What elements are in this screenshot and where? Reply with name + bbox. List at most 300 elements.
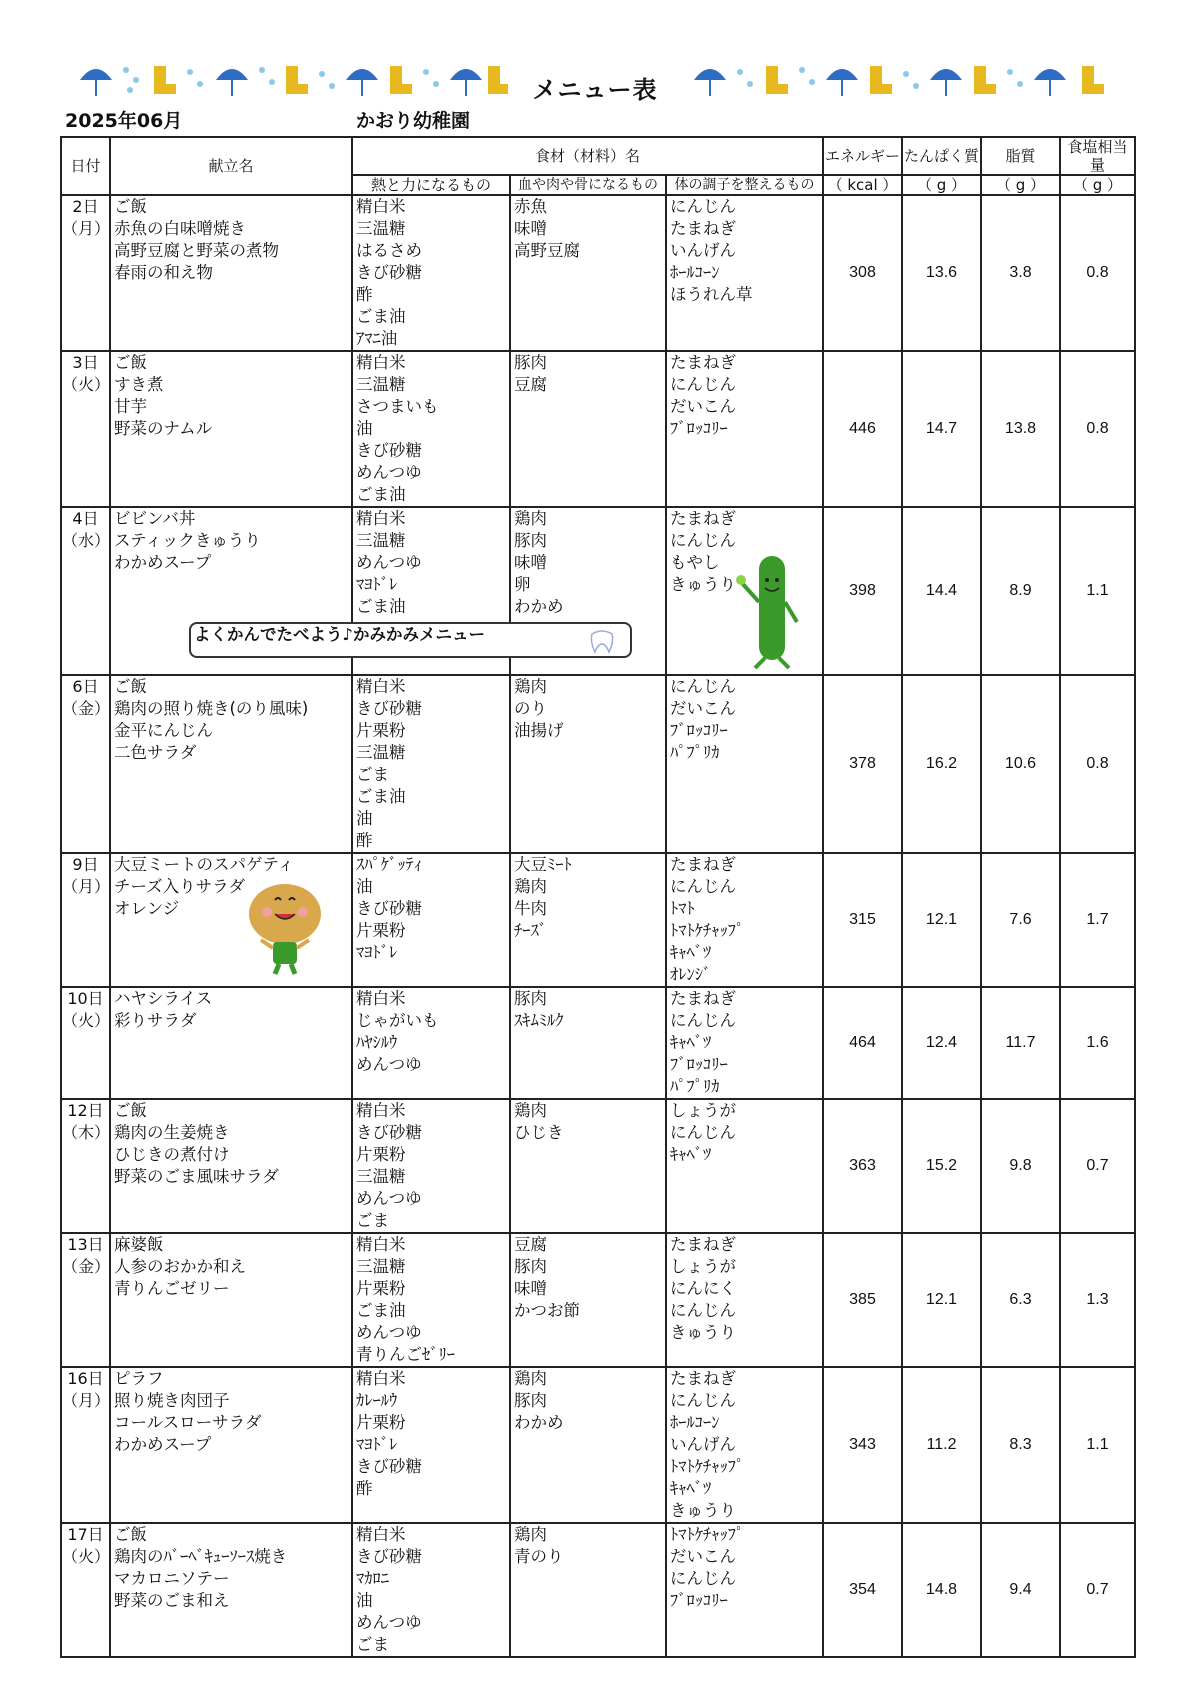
body-ingredients-cell-item: たまねぎ <box>670 353 736 372</box>
heat-ingredients-cell-item: めんつゆ <box>356 1055 422 1074</box>
blood-ingredients-cell-item: 豆腐 <box>514 375 547 394</box>
header-protein-unit: （ g ） <box>902 175 981 195</box>
blood-ingredients-cell-item: 青のり <box>514 1547 564 1566</box>
body-ingredients-cell-item: にんじん <box>670 877 736 896</box>
heat-ingredients-cell-item: ごま油 <box>356 787 406 806</box>
date-cell <box>61 1099 110 1233</box>
menu-cell <box>110 987 352 1099</box>
body-ingredients-cell-item: いんげん <box>670 1435 736 1454</box>
blood-ingredients-cell <box>510 1523 666 1657</box>
body-ingredients-cell-item: にんじん <box>670 1391 736 1410</box>
menu-cell-item: ご飯 <box>114 1525 147 1544</box>
heat-ingredients-cell-item: 精白米 <box>356 677 406 696</box>
heat-ingredients-cell <box>352 1367 510 1523</box>
body-ingredients-cell-item: にんじん <box>670 197 736 216</box>
blood-ingredients-cell-item: 鶏肉 <box>514 677 547 696</box>
day-number: 2日 <box>72 197 99 216</box>
body-ingredients-cell <box>666 507 823 675</box>
body-ingredients-cell <box>666 853 823 987</box>
menu-cell-item: ご飯 <box>114 1101 147 1120</box>
heat-ingredients-cell-item: 酢 <box>356 1479 373 1498</box>
heat-ingredients-cell-item: 片栗粉 <box>356 721 406 740</box>
heat-ingredients-cell-item: めんつゆ <box>356 463 422 482</box>
heat-ingredients-cell-item: きび砂糖 <box>356 899 422 918</box>
heat-ingredients-cell-item: ごま <box>356 765 389 784</box>
body-ingredients-cell-item: たまねぎ <box>670 989 736 1008</box>
menu-cell <box>110 1099 352 1233</box>
heat-ingredients-cell-item: きび砂糖 <box>356 1547 422 1566</box>
day-number: 9日 <box>72 855 99 874</box>
body-ingredients-cell-item: だいこん <box>670 397 736 416</box>
body-ingredients-cell-item: ｵﾚﾝｼﾞ <box>670 965 712 984</box>
body-ingredients-cell-item: ｷｬﾍﾞﾂ <box>670 1033 712 1052</box>
blood-ingredients-cell-item: 大豆ﾐｰﾄ <box>514 855 572 874</box>
fat-value: 11.7 <box>981 987 1060 1099</box>
day-number: 10日 <box>67 989 104 1008</box>
menu-cell <box>110 1367 352 1523</box>
page-title: メニュー表 <box>532 76 658 104</box>
body-ingredients-cell-item: ﾊﾟﾌﾟﾘｶ <box>670 1077 720 1096</box>
heat-ingredients-cell-item: ごま <box>356 1211 389 1230</box>
menu-cell-item: マカロニソテー <box>114 1569 230 1588</box>
heat-ingredients-cell-item: はるさめ <box>356 241 422 260</box>
heat-ingredients-cell-item: 油 <box>356 809 373 828</box>
table-row <box>61 1099 1135 1233</box>
heat-ingredients-cell <box>352 853 510 987</box>
day-number: 16日 <box>67 1369 104 1388</box>
menu-table <box>60 136 1136 1658</box>
energy-value: 446 <box>823 351 902 507</box>
heat-ingredients-cell-item: ﾊﾔｼﾙｳ <box>356 1033 398 1052</box>
cucumber-character-icon <box>733 552 813 670</box>
heat-ingredients-cell <box>352 987 510 1099</box>
header-energy: エネルギー <box>823 137 902 175</box>
blood-ingredients-cell <box>510 1233 666 1367</box>
body-ingredients-cell-item: にんじん <box>670 1569 736 1588</box>
header-heat: 熱と力になるもの <box>352 175 510 195</box>
date-cell <box>61 675 110 853</box>
menu-cell-item: 大豆ミートのスパゲティ <box>114 855 295 874</box>
table-row <box>61 675 1135 853</box>
rain-decoration-left <box>70 58 510 102</box>
blood-ingredients-cell <box>510 987 666 1099</box>
heat-ingredients-cell-item: きび砂糖 <box>356 441 422 460</box>
date-cell <box>61 1367 110 1523</box>
heat-ingredients-cell-item: さつまいも <box>356 397 439 416</box>
blood-ingredients-cell <box>510 1099 666 1233</box>
protein-value: 14.4 <box>902 507 981 675</box>
menu-cell-item: ピラフ <box>114 1369 164 1388</box>
onion-character-icon <box>245 884 325 976</box>
energy-value: 385 <box>823 1233 902 1367</box>
heat-ingredients-cell-item: めんつゆ <box>356 553 422 572</box>
menu-cell-item: 照り焼き肉団子 <box>114 1391 230 1410</box>
salt-value: 1.1 <box>1060 1367 1135 1523</box>
body-ingredients-cell <box>666 987 823 1099</box>
salt-value: 1.3 <box>1060 1233 1135 1367</box>
blood-ingredients-cell-item: わかめ <box>514 1413 564 1432</box>
heat-ingredients-cell-item: 精白米 <box>356 1525 406 1544</box>
table-row <box>61 507 1135 675</box>
body-ingredients-cell-item: ﾎｰﾙｺｰﾝ <box>670 1413 720 1432</box>
menu-cell-item: 鶏肉の生姜焼き <box>114 1123 230 1142</box>
blood-ingredients-cell <box>510 507 666 675</box>
heat-ingredients-cell-item: 三温糖 <box>356 1257 406 1276</box>
heat-ingredients-cell <box>352 1233 510 1367</box>
heat-ingredients-cell-item: 三温糖 <box>356 219 406 238</box>
table-row <box>61 987 1135 1099</box>
body-ingredients-cell-item: にんじん <box>670 1011 736 1030</box>
salt-value: 1.6 <box>1060 987 1135 1099</box>
heat-ingredients-cell-item: ﾏﾖﾄﾞﾚ <box>356 575 398 594</box>
blood-ingredients-cell-item: 味噌 <box>514 219 547 238</box>
menu-cell-item: 甘芋 <box>114 397 147 416</box>
menu-cell <box>110 195 352 351</box>
heat-ingredients-cell-item: きび砂糖 <box>356 1457 422 1476</box>
heat-ingredients-cell-item: 三温糖 <box>356 1167 406 1186</box>
day-number: 13日 <box>67 1235 104 1254</box>
heat-ingredients-cell-item: ごま <box>356 1635 389 1654</box>
body-ingredients-cell-item: ﾄﾏﾄｹﾁｬｯﾌﾟ <box>670 1457 745 1476</box>
weekday: （月） <box>62 1391 111 1410</box>
protein-value: 12.1 <box>902 853 981 987</box>
body-ingredients-cell <box>666 1523 823 1657</box>
body-ingredients-cell-item: にんじん <box>670 1123 736 1142</box>
menu-cell <box>110 675 352 853</box>
rain-decoration-right <box>690 58 1120 102</box>
body-ingredients-cell-item: ｷｬﾍﾞﾂ <box>670 943 712 962</box>
date-cell <box>61 507 110 675</box>
body-ingredients-cell-item: だいこん <box>670 699 736 718</box>
body-ingredients-cell-item: たまねぎ <box>670 855 736 874</box>
menu-cell-item: 金平にんじん <box>114 721 213 740</box>
table-row <box>61 853 1135 987</box>
heat-ingredients-cell-item: 精白米 <box>356 1101 406 1120</box>
body-ingredients-cell-item: きゅうり <box>670 1501 736 1520</box>
heat-ingredients-cell-item: めんつゆ <box>356 1189 422 1208</box>
heat-ingredients-cell-item: ごま油 <box>356 1301 406 1320</box>
date-cell <box>61 1523 110 1657</box>
header-protein: たんぱく質 <box>902 137 981 175</box>
heat-ingredients-cell <box>352 507 510 675</box>
blood-ingredients-cell <box>510 1367 666 1523</box>
salt-value: 0.7 <box>1060 1523 1135 1657</box>
heat-ingredients-cell-item: 三温糖 <box>356 743 406 762</box>
blood-ingredients-cell-item: ひじき <box>514 1123 564 1142</box>
heat-ingredients-cell-item: 片栗粉 <box>356 1413 406 1432</box>
table-row <box>61 1367 1135 1523</box>
body-ingredients-cell-item: にんじん <box>670 677 736 696</box>
fat-value: 6.3 <box>981 1233 1060 1367</box>
blood-ingredients-cell <box>510 675 666 853</box>
body-ingredients-cell-item: きゅうり <box>670 1323 736 1342</box>
fat-value: 7.6 <box>981 853 1060 987</box>
heat-ingredients-cell-item: 精白米 <box>356 1235 406 1254</box>
body-ingredients-cell-item: もやし <box>670 553 720 572</box>
menu-cell-item: 鶏肉のﾊﾞｰﾍﾞｷｭｰｿｰｽ焼き <box>114 1547 288 1566</box>
heat-ingredients-cell-item: ごま油 <box>356 597 406 616</box>
menu-cell-item: ビビンバ丼 <box>114 509 196 528</box>
heat-ingredients-cell-item: ごま油 <box>356 485 406 504</box>
fat-value: 8.9 <box>981 507 1060 675</box>
body-ingredients-cell-item: ほうれん草 <box>670 285 753 304</box>
body-ingredients-cell-item: ﾎｰﾙｺｰﾝ <box>670 263 720 282</box>
salt-value: 0.7 <box>1060 1099 1135 1233</box>
body-ingredients-cell-item: ﾄﾏﾄｹﾁｬｯﾌﾟ <box>670 921 745 940</box>
blood-ingredients-cell-item: のり <box>514 699 547 718</box>
heat-ingredients-cell-item: 精白米 <box>356 989 406 1008</box>
body-ingredients-cell <box>666 1367 823 1523</box>
heat-ingredients-cell-item: ｱﾏﾆ油 <box>356 329 398 348</box>
heat-ingredients-cell-item: ｽﾊﾟｹﾞｯﾃｨ <box>356 855 422 874</box>
blood-ingredients-cell-item: 赤魚 <box>514 197 547 216</box>
heat-ingredients-cell-item: ｶﾚｰﾙｳ <box>356 1391 398 1410</box>
energy-value: 464 <box>823 987 902 1099</box>
day-number: 6日 <box>72 677 99 696</box>
blood-ingredients-cell-item: 高野豆腐 <box>514 241 580 260</box>
protein-value: 12.4 <box>902 987 981 1099</box>
energy-value: 315 <box>823 853 902 987</box>
blood-ingredients-cell <box>510 351 666 507</box>
day-number: 17日 <box>67 1525 104 1544</box>
body-ingredients-cell-item: ｷｬﾍﾞﾂ <box>670 1479 712 1498</box>
date-cell <box>61 987 110 1099</box>
menu-cell-item: 二色サラダ <box>114 743 197 762</box>
protein-value: 11.2 <box>902 1367 981 1523</box>
table-row <box>61 1523 1135 1657</box>
heat-ingredients-cell-item: きび砂糖 <box>356 263 422 282</box>
body-ingredients-cell <box>666 1099 823 1233</box>
menu-cell-item: オレンジ <box>114 899 180 918</box>
heat-ingredients-cell <box>352 1099 510 1233</box>
fat-value: 3.8 <box>981 195 1060 351</box>
blood-ingredients-cell-item: 鶏肉 <box>514 509 547 528</box>
umbrella-boot-pattern-icon <box>80 66 508 96</box>
table-row <box>61 1233 1135 1367</box>
heat-ingredients-cell-item: 片栗粉 <box>356 921 406 940</box>
salt-value: 0.8 <box>1060 351 1135 507</box>
day-number: 12日 <box>67 1101 104 1120</box>
weekday: （月） <box>62 877 111 896</box>
fat-value: 10.6 <box>981 675 1060 853</box>
heat-ingredients-cell-item: 青りんごｾﾞﾘｰ <box>356 1345 455 1364</box>
body-ingredients-cell-item: たまねぎ <box>670 219 736 238</box>
heat-ingredients-cell-item: じゃがいも <box>356 1011 439 1030</box>
weekday: （火） <box>62 375 111 394</box>
body-ingredients-cell-item: にんにく <box>670 1279 736 1298</box>
protein-value: 16.2 <box>902 675 981 853</box>
salt-value: 0.8 <box>1060 195 1135 351</box>
menu-cell-item: 麻婆飯 <box>114 1235 164 1254</box>
body-ingredients-cell-item: ﾊﾟﾌﾟﾘｶ <box>670 743 720 762</box>
body-ingredients-cell-item: たまねぎ <box>670 1369 736 1388</box>
body-ingredients-cell-item: たまねぎ <box>670 1235 736 1254</box>
heat-ingredients-cell <box>352 195 510 351</box>
body-ingredients-cell-item: にんじん <box>670 1301 736 1320</box>
heat-ingredients-cell-item: 酢 <box>356 831 373 850</box>
body-ingredients-cell-item: しょうが <box>670 1257 736 1276</box>
heat-ingredients-cell-item: めんつゆ <box>356 1613 422 1632</box>
menu-cell-item: チーズ入りサラダ <box>114 877 246 896</box>
heat-ingredients-cell-item: 精白米 <box>356 509 406 528</box>
heat-ingredients-cell-item: 油 <box>356 877 373 896</box>
table-row <box>61 195 1135 351</box>
body-ingredients-cell-item: いんげん <box>670 241 736 260</box>
protein-value: 13.6 <box>902 195 981 351</box>
heat-ingredients-cell-item: きび砂糖 <box>356 699 422 718</box>
protein-value: 15.2 <box>902 1099 981 1233</box>
heat-ingredients-cell-item: めんつゆ <box>356 1323 422 1342</box>
body-ingredients-cell <box>666 1233 823 1367</box>
heat-ingredients-cell-item: 片栗粉 <box>356 1145 406 1164</box>
weekday: （水） <box>62 531 111 550</box>
menu-cell-item: わかめスープ <box>114 1435 212 1454</box>
salt-value: 1.1 <box>1060 507 1135 675</box>
body-ingredients-cell-item: たまねぎ <box>670 509 736 528</box>
body-ingredients-cell <box>666 351 823 507</box>
menu-cell-item: 彩りサラダ <box>114 1011 197 1030</box>
energy-value: 363 <box>823 1099 902 1233</box>
salt-value: 1.7 <box>1060 853 1135 987</box>
heat-ingredients-cell-item: 三温糖 <box>356 531 406 550</box>
menu-cell-item: 赤魚の白味噌焼き <box>114 219 246 238</box>
blood-ingredients-cell-item: 油揚げ <box>514 721 564 740</box>
body-ingredients-cell-item: ﾌﾞﾛｯｺﾘｰ <box>670 1591 728 1610</box>
blood-ingredients-cell-item: 豆腐 <box>514 1235 547 1254</box>
body-ingredients-cell <box>666 195 823 351</box>
table-row <box>61 351 1135 507</box>
header-salt: 食塩相当量 <box>1060 137 1135 175</box>
header-ingredients: 食材（材料）名 <box>352 137 823 175</box>
heat-ingredients-cell-item: ﾏﾖﾄﾞﾚ <box>356 943 398 962</box>
header-energy-unit: （ kcal ） <box>823 175 902 195</box>
energy-value: 308 <box>823 195 902 351</box>
heat-ingredients-cell-item: 油 <box>356 419 373 438</box>
day-number: 3日 <box>72 353 99 372</box>
weekday: （木） <box>62 1123 111 1142</box>
menu-cell-item: スティックきゅうり <box>114 531 261 550</box>
body-ingredients-cell-item: きゅうり <box>670 575 736 594</box>
weekday: （金） <box>62 1257 111 1276</box>
banner-text: よくかんでたべよう♪かみかみメニュー <box>194 625 486 644</box>
blood-ingredients-cell-item: 鶏肉 <box>514 1101 547 1120</box>
blood-ingredients-cell-item: 牛肉 <box>514 899 547 918</box>
body-ingredients-cell-item: ﾌﾞﾛｯｺﾘｰ <box>670 1055 728 1074</box>
blood-ingredients-cell-item: 味噌 <box>514 1279 547 1298</box>
menu-cell-item: ご飯 <box>114 353 147 372</box>
body-ingredients-cell-item: ﾌﾞﾛｯｺﾘｰ <box>670 721 728 740</box>
protein-value: 14.7 <box>902 351 981 507</box>
heat-ingredients-cell-item: 酢 <box>356 285 373 304</box>
blood-ingredients-cell <box>510 195 666 351</box>
blood-ingredients-cell-item: 味噌 <box>514 553 547 572</box>
year-month: 2025年06月 <box>65 110 183 132</box>
blood-ingredients-cell-item: 豚肉 <box>514 989 547 1008</box>
body-ingredients-cell <box>666 675 823 853</box>
menu-cell <box>110 351 352 507</box>
menu-cell-item: ひじきの煮付け <box>114 1145 230 1164</box>
heat-ingredients-cell-item: 精白米 <box>356 197 406 216</box>
weekday: （金） <box>62 699 111 718</box>
heat-ingredients-cell-item: きび砂糖 <box>356 1123 422 1142</box>
menu-cell <box>110 853 352 987</box>
heat-ingredients-cell-item: ごま油 <box>356 307 406 326</box>
header-blood: 血や肉や骨になるもの <box>510 175 666 195</box>
fat-value: 9.4 <box>981 1523 1060 1657</box>
day-number: 4日 <box>72 509 99 528</box>
menu-cell-item: 青りんごゼリー <box>114 1279 230 1298</box>
school-name: かおり幼稚園 <box>356 110 471 132</box>
energy-value: 398 <box>823 507 902 675</box>
header-date: 日付 <box>61 137 110 195</box>
header-body: 体の調子を整えるもの <box>666 175 823 195</box>
heat-ingredients-cell <box>352 351 510 507</box>
weekday: （月） <box>62 219 111 238</box>
body-ingredients-cell-item: にんじん <box>670 531 736 550</box>
fat-value: 8.3 <box>981 1367 1060 1523</box>
blood-ingredients-cell-item: 鶏肉 <box>514 1369 547 1388</box>
body-ingredients-cell-item: だいこん <box>670 1547 736 1566</box>
blood-ingredients-cell-item: ﾁｰｽﾞ <box>514 921 547 940</box>
blood-ingredients-cell-item: かつお節 <box>514 1301 580 1320</box>
blood-ingredients-cell-item: 卵 <box>514 575 531 594</box>
menu-cell-item: すき煮 <box>114 375 164 394</box>
energy-value: 354 <box>823 1523 902 1657</box>
umbrella-boot-pattern-icon <box>694 66 1104 96</box>
heat-ingredients-cell-item: 精白米 <box>356 353 406 372</box>
menu-cell <box>110 1523 352 1657</box>
menu-cell-item: コールスローサラダ <box>114 1413 262 1432</box>
blood-ingredients-cell-item: わかめ <box>514 597 564 616</box>
blood-ingredients-cell-item: 豚肉 <box>514 531 547 550</box>
blood-ingredients-cell-item: 豚肉 <box>514 1391 547 1410</box>
weekday: （火） <box>62 1011 111 1030</box>
blood-ingredients-cell <box>510 853 666 987</box>
body-ingredients-cell-item: にんじん <box>670 375 736 394</box>
menu-cell-item: 野菜のごま和え <box>114 1591 230 1610</box>
header-salt-unit: （ g ） <box>1060 175 1135 195</box>
fat-value: 9.8 <box>981 1099 1060 1233</box>
header-menu: 献立名 <box>110 137 352 195</box>
date-cell <box>61 1233 110 1367</box>
salt-value: 0.8 <box>1060 675 1135 853</box>
blood-ingredients-cell-item: 豚肉 <box>514 353 547 372</box>
menu-cell <box>110 1233 352 1367</box>
menu-cell-item: ご飯 <box>114 677 147 696</box>
menu-cell-item: 鶏肉の照り焼き(のり風味) <box>114 699 309 718</box>
heat-ingredients-cell-item: 精白米 <box>356 1369 406 1388</box>
fat-value: 13.8 <box>981 351 1060 507</box>
body-ingredients-cell-item: ﾌﾞﾛｯｺﾘｰ <box>670 419 728 438</box>
protein-value: 12.1 <box>902 1233 981 1367</box>
menu-cell-item: ご飯 <box>114 197 147 216</box>
heat-ingredients-cell-item: 油 <box>356 1591 373 1610</box>
heat-ingredients-cell-item: 三温糖 <box>356 375 406 394</box>
body-ingredients-cell-item: ﾄﾏﾄ <box>670 899 695 918</box>
blood-ingredients-cell-item: 鶏肉 <box>514 1525 547 1544</box>
blood-ingredients-cell-item: 豚肉 <box>514 1257 547 1276</box>
protein-value: 14.8 <box>902 1523 981 1657</box>
blood-ingredients-cell-item: ｽｷﾑﾐﾙｸ <box>514 1011 564 1030</box>
heat-ingredients-cell-item: ﾏﾖﾄﾞﾚ <box>356 1435 398 1454</box>
heat-ingredients-cell-item: 片栗粉 <box>356 1279 406 1298</box>
menu-cell-item: 高野豆腐と野菜の煮物 <box>114 241 279 260</box>
header-fat-unit: （ g ） <box>981 175 1060 195</box>
menu-cell-item: 野菜のごま風味サラダ <box>114 1167 279 1186</box>
date-cell <box>61 351 110 507</box>
date-cell <box>61 195 110 351</box>
menu-cell-item: 野菜のナムル <box>114 419 213 438</box>
